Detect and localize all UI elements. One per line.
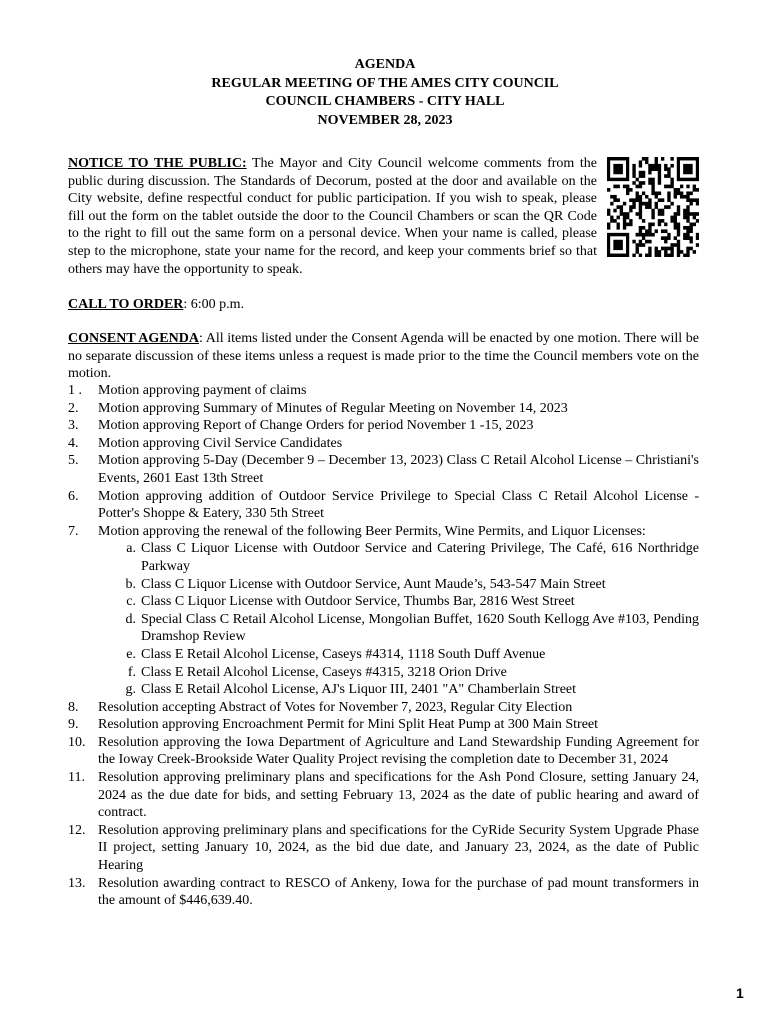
item-number: 9. [68, 717, 79, 733]
list-item [68, 822, 699, 875]
item-number: 5. [68, 453, 79, 469]
header-title: AGENDA [354, 57, 416, 72]
consent-agenda-text: : All items listed under the Consent Agenda will be enacted by one motion. There will be no separate discussion of these items unless a request is made prior to the time the Council members vote on the motion. [68, 331, 699, 382]
item-text: Resolution approving preliminary plans and specifications for the Ash Pond Closure, setting January 24, 2024 as the due date for bids, and setting February 13, 2024 as the date of public hearing and award of contract. [98, 770, 699, 821]
item-text: Motion approving payment of claims [98, 383, 307, 398]
item-number: 13. [68, 875, 86, 891]
list-item [68, 734, 699, 769]
sub-item-text: Class C Liquor License with Outdoor Service, Aunt Maude’s, 543-547 Main Street [141, 576, 606, 592]
consent-item-list [68, 382, 699, 910]
sub-list-item [68, 664, 699, 682]
item-number: 10. [68, 734, 86, 750]
item-number: 8. [68, 699, 79, 715]
item-text: Resolution awarding contract to RESCO of Ankeny, Iowa for the purchase of pad mount transformers in the amount of $446,639.40. [98, 875, 699, 909]
list-item [68, 699, 699, 717]
list-item [68, 523, 699, 541]
sub-item-text: Special Class C Retail Alcohol License, Mongolian Buffet, 1620 South Kellogg Ave #103, Pending Dramshop Review [141, 611, 699, 645]
item-text: Motion approving Report of Change Orders for period November 1 -15, 2023 [98, 418, 534, 434]
consent-agenda-label: CONSENT AGENDA [68, 331, 199, 346]
item-number: 12. [68, 822, 86, 838]
list-item [68, 875, 699, 910]
item-text: Resolution accepting Abstract of Votes for November 7, 2023, Regular City Election [98, 699, 573, 715]
list-item [68, 382, 699, 400]
list-item [68, 488, 699, 523]
call-to-order-label: CALL TO ORDER [68, 297, 184, 312]
call-to-order-time: : 6:00 p.m. [183, 297, 245, 312]
public-notice [68, 155, 699, 278]
sub-item-letter: e. [126, 646, 136, 662]
sub-item-text: Class C Liquor License with Outdoor Service and Catering Privilege, The Café, 616 Northridge Parkway [141, 541, 699, 574]
list-item [68, 417, 699, 435]
sub-list-item [68, 681, 699, 699]
item-number: 1 . [68, 383, 82, 398]
item-number: 2. [68, 400, 79, 416]
item-text: Motion approving the renewal of the following Beer Permits, Wine Permits, and Liquor Licenses: [98, 523, 646, 539]
item-text: Resolution approving the Iowa Department of Agriculture and Land Stewardship Funding Agreement for the Ioway Creek-Brookside Water Quality Project revising the completion date to December 31, 2024 [98, 734, 699, 768]
item-text: Resolution approving preliminary plans and specifications for the CyRide Security System Upgrade Phase II project, setting January 10, 2024, as the bid due date, and January 23, 2024, as the date of Public Hearing [98, 822, 699, 874]
item-number: 7. [68, 523, 79, 539]
header-date: NOVEMBER 28, 2023 [317, 112, 453, 128]
consent-agenda-intro [68, 330, 699, 383]
sub-item-text: Class E Retail Alcohol License, Caseys #4315, 3218 Orion Drive [141, 664, 507, 680]
list-item [68, 769, 699, 822]
item-text: Motion approving addition of Outdoor Service Privilege to Special Class C Retail Alcohol License - Potter's Shoppe & Eatery, 330 5th Street [98, 488, 699, 522]
sub-list-item [68, 611, 699, 646]
sub-item-letter: a. [126, 541, 136, 557]
header-location: COUNCIL CHAMBERS - CITY HALL [265, 94, 505, 109]
list-item [68, 435, 699, 453]
list-item [68, 400, 699, 418]
sub-item-text: Class C Liquor License with Outdoor Service, Thumbs Bar, 2816 West Street [141, 594, 575, 610]
agenda-header [0, 56, 770, 130]
sub-item-letter: b. [125, 576, 136, 592]
qr-code-icon[interactable] [607, 157, 699, 257]
list-item [68, 452, 699, 487]
sub-list-item [68, 646, 699, 664]
notice-text: The Mayor and City Council welcome comments from the public during discussion. The Standards of Decorum, posted at the door and available on the City website, define respectful conduct for public participation. If you wish to speak, please fill out the form on the tablet outside the door to the Council Chambers or scan the QR Code to the right to fill out the same form on a personal device. When your name is called, please step to the microphone, state your name for the record, and keep your comments brief so that others may have the opportunity to speak. [68, 156, 597, 277]
sub-item-letter: g. [125, 682, 136, 698]
item-number: 11. [68, 770, 85, 786]
item-text: Motion approving 5-Day (December 9 – December 13, 2023) Class C Retail Alcohol License – Christiani's Events, 2601 East 13th Street [98, 453, 699, 486]
sub-item-text: Class E Retail Alcohol License, Caseys #4314, 1118 South Duff Avenue [141, 646, 546, 662]
call-to-order [68, 296, 699, 314]
item-number: 4. [68, 435, 79, 451]
sub-list-item [68, 593, 699, 611]
notice-label: NOTICE TO THE PUBLIC: [68, 156, 247, 171]
item-text: Motion approving Civil Service Candidates [98, 435, 343, 451]
sub-item-letter: c. [126, 594, 136, 610]
sub-list-item [68, 576, 699, 594]
list-item [68, 716, 699, 734]
sub-item-letter: f. [127, 664, 136, 680]
sub-item-text: Class E Retail Alcohol License, AJ's Liquor III, 2401 "A" Chamberlain Street [141, 682, 577, 698]
header-meeting: REGULAR MEETING OF THE AMES CITY COUNCIL [211, 75, 559, 91]
item-number: 3. [68, 418, 79, 434]
sub-item-letter: d. [125, 611, 136, 627]
item-text: Motion approving Summary of Minutes of Regular Meeting on November 14, 2023 [98, 400, 568, 416]
page-number: 1 [736, 985, 744, 1001]
item-text: Resolution approving Encroachment Permit for Mini Split Heat Pump at 300 Main Street [98, 717, 599, 733]
sub-list-item [68, 540, 699, 575]
item-number: 6. [68, 488, 79, 504]
